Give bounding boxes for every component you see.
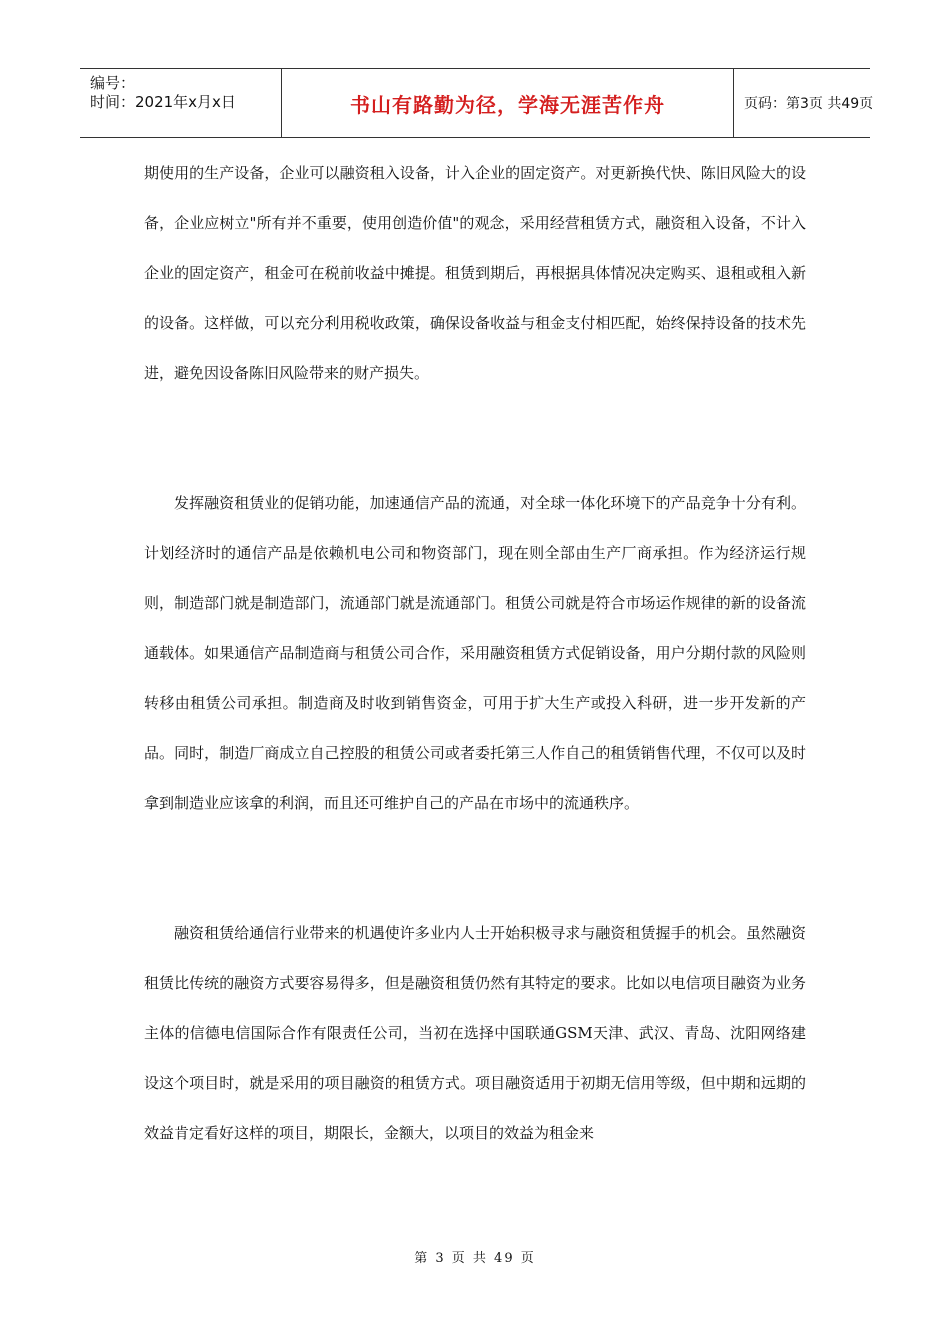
paragraph-3: 融资租赁给通信行业带来的机遇使许多业内人士开始积极寻求与融资租赁握手的机会。虽然融资租赁比传统的融资方式要容易得多，但是融资租赁仍然有其特定的要求。比如以电信项目融资为业务主体的信德电信国际合作有限责任公司，当初在选择中国联通GSM天津、武汉、青岛、沈阳网络建设这个项目时，就是采用的项目融资的租赁方式。项目融资适用于初期无信用等级，但中期和远期的效益肯定看好这样的项目，期限长，金额大，以项目的效益为租金来 (144, 924, 806, 1142)
page-info: 页码：第3页 共49页 (744, 96, 874, 112)
header-page-cell (734, 69, 874, 137)
paragraph-1: 期使用的生产设备，企业可以融资租入设备，计入企业的固定资产。对更新换代快、陈旧风险大的设备，企业应树立"所有并不重要，使用创造价值"的观念，采用经营租赁方式，融资租入设备，不计入企业的固定资产，租金可在税前收益中摊提。租赁到期后，再根据具体情况决定购买、退租或租入新的设备。这样做，可以充分利用税收政策，确保设备收益与租金支付相匹配，始终保持设备的技术先进，避免因设备陈旧风险带来的财产损失。 (144, 164, 806, 382)
header-meta-cell (80, 69, 282, 137)
page-footer: 第 3 页 共 49 页 (414, 1251, 536, 1266)
header-motto-cell (282, 69, 734, 137)
paragraph-gap (144, 398, 806, 478)
motto-text: 书山有路勤为径，学海无涯苦作舟 (350, 92, 665, 117)
page-header (80, 68, 874, 138)
paragraph-2: 发挥融资租赁业的促销功能，加速通信产品的流通，对全球一体化环境下的产品竞争十分有利。计划经济时的通信产品是依赖机电公司和物资部门，现在则全部由生产厂商承担。作为经济运行规则，制造部门就是制造部门，流通部门就是流通部门。租赁公司就是符合市场运作规律的新的设备流通载体。如果通信产品制造商与租赁公司合作，采用融资租赁方式促销设备，用户分期付款的风险则转移由租赁公司承担。制造商及时收到销售资金，可用于扩大生产或投入科研，进一步开发新的产品。同时，制造厂商成立自己控股的租赁公司或者委托第三人作自己的租赁销售代理，不仅可以及时拿到制造业应该拿的利润，而且还可维护自己的产品在市场中的流通秩序。 (144, 494, 806, 812)
document-body (144, 148, 806, 1158)
serial-number-label: 编号： (90, 74, 136, 92)
paragraph-gap (144, 828, 806, 908)
date-label: 时间：2021年x月x日 (90, 93, 236, 111)
